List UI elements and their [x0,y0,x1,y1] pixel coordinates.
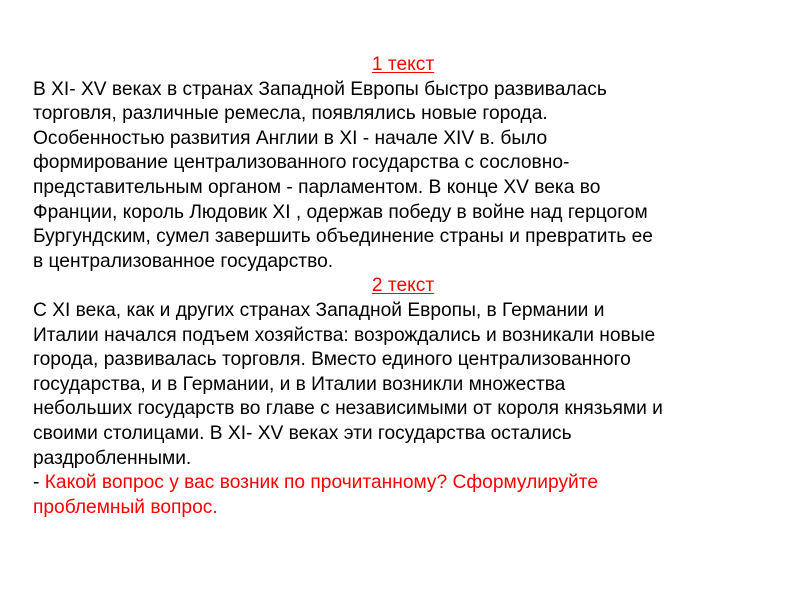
problem-question [33,471,773,520]
text-content [33,53,773,520]
question-text: Какой вопрос у вас возник по прочитанному? Сформулируйте проблемный вопрос. [33,472,599,518]
section-1-text: В XI- XV веках в странах Западной Европы быстро развивалась торговля, различные ремесла, появлялись новые города. Особенностью развития Англии в XI - начале XIV в. было формирование централизованного государства с сословно- представительным органом - парламентом. В конце XV века во Франции, король Людовик XI , одержав победу в войне над герцогом Бургундским, сумел завершить объединение страны и превратить ее в централизованное государство. [33,78,653,272]
section-2-text: С XI века, как и других странах Западной Европы, в Германии и Италии начался подъем хозяйства: возрождались и возникали новые города, развивалась торговля. Вместо единого централизованного государства, и в Германии, и в Италии возникли множества небольших государств во главе с независимыми от короля князьями и своими столицами. В XI- XV веках эти государства остались раздробленными. [33,299,663,469]
section-2-heading: 2 текст [371,275,435,297]
question-dash: - [33,472,45,494]
section-1-heading: 1 текст [371,54,435,75]
